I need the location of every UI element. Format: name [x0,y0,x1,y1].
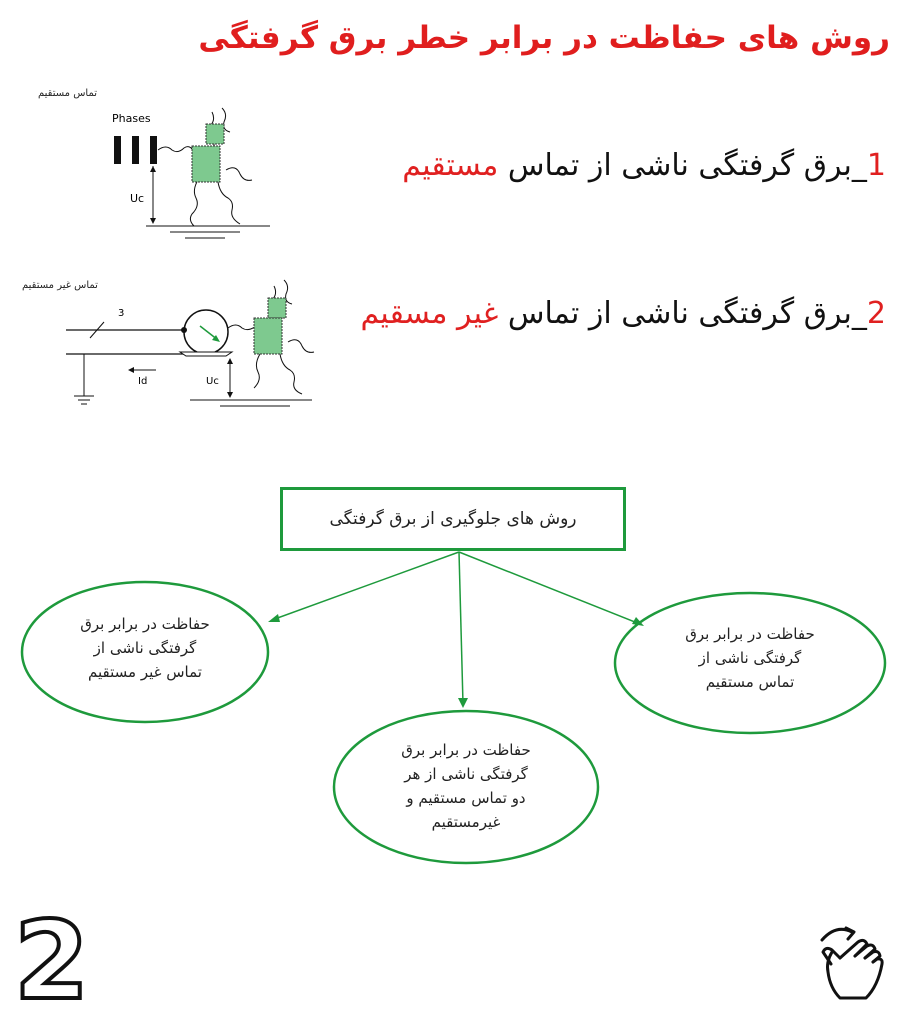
uc-label: Uc [130,192,145,205]
item1-highlight: مستقیم [402,148,499,183]
flowchart-root-text: روش های جلوگیری از برق گرفتگی [329,509,577,529]
right-node-line: حفاظت در برابر برق [685,625,815,643]
right-node-line: تماس مستقیم [705,673,795,691]
flowchart-root-box [280,487,626,551]
left-node-line: تماس غیر مستقیم [88,663,202,681]
center-node-line: دو تماس مستقیم و [406,789,526,807]
item2-highlight: غیر مسقیم [360,296,499,331]
left-node-line: حفاظت در برابر برق [80,615,210,633]
left-node-line: گرفتگی ناشی از [93,639,197,657]
item1-number: 1 [866,148,886,183]
wires-label: 3 [118,308,125,319]
id-label: Id [138,376,148,387]
item1-text: _برق گرفتگی ناشی از تماس [498,148,867,183]
figure2-caption: تماس غیر مستقیم [22,280,98,291]
item2-number: 2 [866,296,886,331]
uc2-label: Uc [206,376,219,387]
center-node [356,738,576,834]
right-node-line: گرفتگی ناشی از [698,649,802,667]
item2-text: _برق گرفتگی ناشی از تماس [498,296,867,331]
center-node-line: غیرمستقیم [431,813,501,831]
center-node-line: حفاظت در برابر برق [401,741,531,759]
phases-label: Phases [112,112,151,125]
page-title: روش های حفاظت در برابر خطر برق گرفتگی [198,20,890,56]
figure1-caption: تماس مستقیم [38,88,98,99]
center-node-line: گرفتگی ناشی از هر [404,765,528,783]
swipe-hand-icon[interactable] [816,918,892,1010]
page-number: 2 [14,899,90,1024]
right-node [640,622,860,694]
left-node [40,612,250,684]
